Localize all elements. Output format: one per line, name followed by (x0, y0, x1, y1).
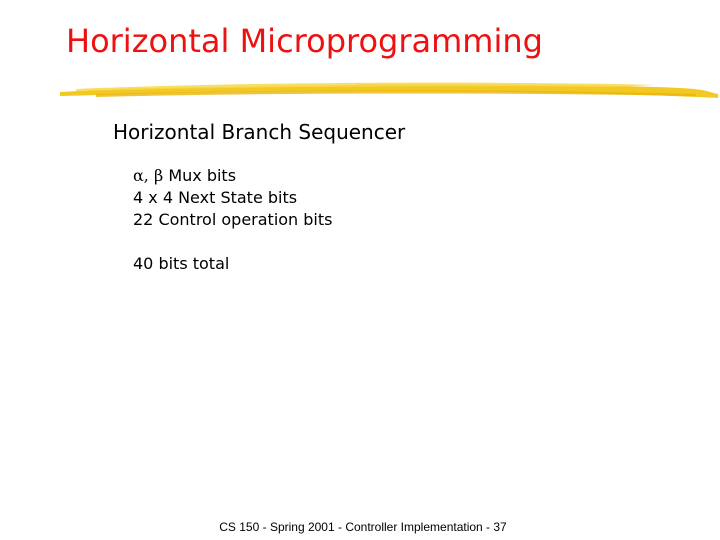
section-heading: Horizontal Branch Sequencer (113, 120, 406, 144)
title-underline-brush (56, 76, 720, 106)
total-bits-line: 40 bits total (133, 254, 230, 273)
next-state-bits-line: 4 x 4 Next State bits (133, 188, 298, 207)
mux-bits-line (133, 166, 236, 185)
control-operation-bits-line: 22 Control operation bits (133, 210, 333, 229)
mux-bits-text: Mux bits (163, 166, 237, 185)
greek-symbols: α, β (133, 166, 164, 185)
slide-footer: CS 150 - Spring 2001 - Controller Implementation - 37 (219, 520, 507, 534)
slide-title: Horizontal Microprogramming (66, 22, 543, 60)
